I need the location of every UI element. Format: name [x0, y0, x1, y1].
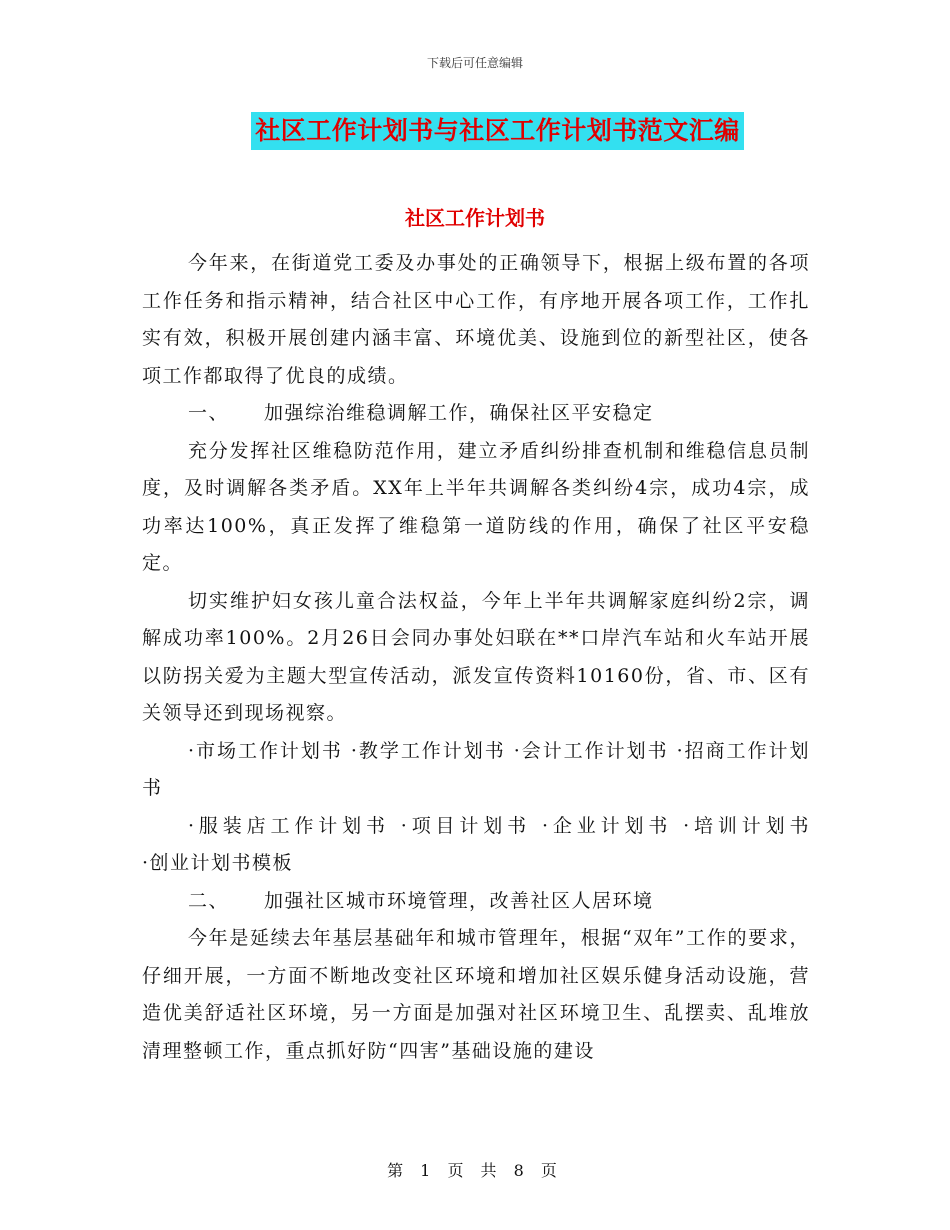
- section-title: 社区工作计划书: [405, 206, 545, 230]
- heading-two: [142, 883, 810, 921]
- page-number: 第 1 页 共 8 页: [387, 1161, 563, 1180]
- paragraph-environment: 今年是延续去年基层基础年和城市管理年，根据“双年”工作的要求，仔细开展，一方面不断地改变社区环境和增加社区娱乐健身活动设施，营造优美舒适社区环境，另一方面是加强对社区环境卫生、乱摆卖、乱堆放清理整顿工作，重点抓好防“四害”基础设施的建设: [142, 927, 810, 1062]
- related-links-row-1: [142, 733, 810, 808]
- heading-two-number: 二、: [188, 889, 230, 912]
- paragraph-women-children: 切实维护妇女孩儿童合法权益，今年上半年共调解家庭纠纷2宗，调解成功率100%。2月26日会同办事处妇联在**口岸汽车站和火车站开展以防拐关爱为主题大型宣传活动，派发宣传资料10160份，省、市、区有关领导还到现场视察。: [142, 589, 810, 724]
- heading-two-text: 加强社区城市环境管理，改善社区人居环境: [264, 889, 654, 912]
- related-links-row-2: [142, 808, 810, 883]
- heading-one: [142, 395, 810, 433]
- document-body: [142, 245, 810, 1070]
- related-link[interactable]: ·会计工作计划书: [513, 739, 669, 762]
- related-link[interactable]: ·市场工作计划书: [188, 739, 343, 762]
- main-title: 社区工作计划书与社区工作计划书范文汇编: [251, 112, 744, 150]
- paragraph-intro: 今年来，在街道党工委及办事处的正确领导下，根据上级布置的各项工作任务和指示精神，结合社区中心工作，有序地开展各项工作，工作扎实有效，积极开展创建内涵丰富、环境优美、设施到位的新型社区，使各项工作都取得了优良的成绩。: [142, 252, 810, 387]
- related-link[interactable]: ·招商工作计划书: [142, 739, 810, 799]
- related-link[interactable]: ·企业计划书: [541, 814, 673, 837]
- related-link[interactable]: ·教学工作计划书: [350, 739, 506, 762]
- paragraph-stability: 充分发挥社区维稳防范作用，建立矛盾纠纷排查机制和维稳信息员制度，及时调解各类矛盾。XX年上半年共调解各类纠纷4宗，成功4宗，成功率达100%，真正发挥了维稳第一道防线的作用，确保了社区平安稳定。: [142, 439, 810, 574]
- header-note: 下载后可任意编辑: [426, 56, 523, 70]
- related-link[interactable]: ·服装店工作计划书: [188, 814, 390, 837]
- related-link[interactable]: ·项目计划书: [400, 814, 532, 837]
- related-link[interactable]: ·创业计划书模板: [142, 852, 294, 874]
- heading-one-text: 加强综治维稳调解工作，确保社区平安稳定: [264, 402, 654, 424]
- main-title-container: [0, 112, 950, 150]
- related-link[interactable]: ·培训计划书: [683, 814, 811, 837]
- heading-one-number: 一、: [188, 402, 230, 424]
